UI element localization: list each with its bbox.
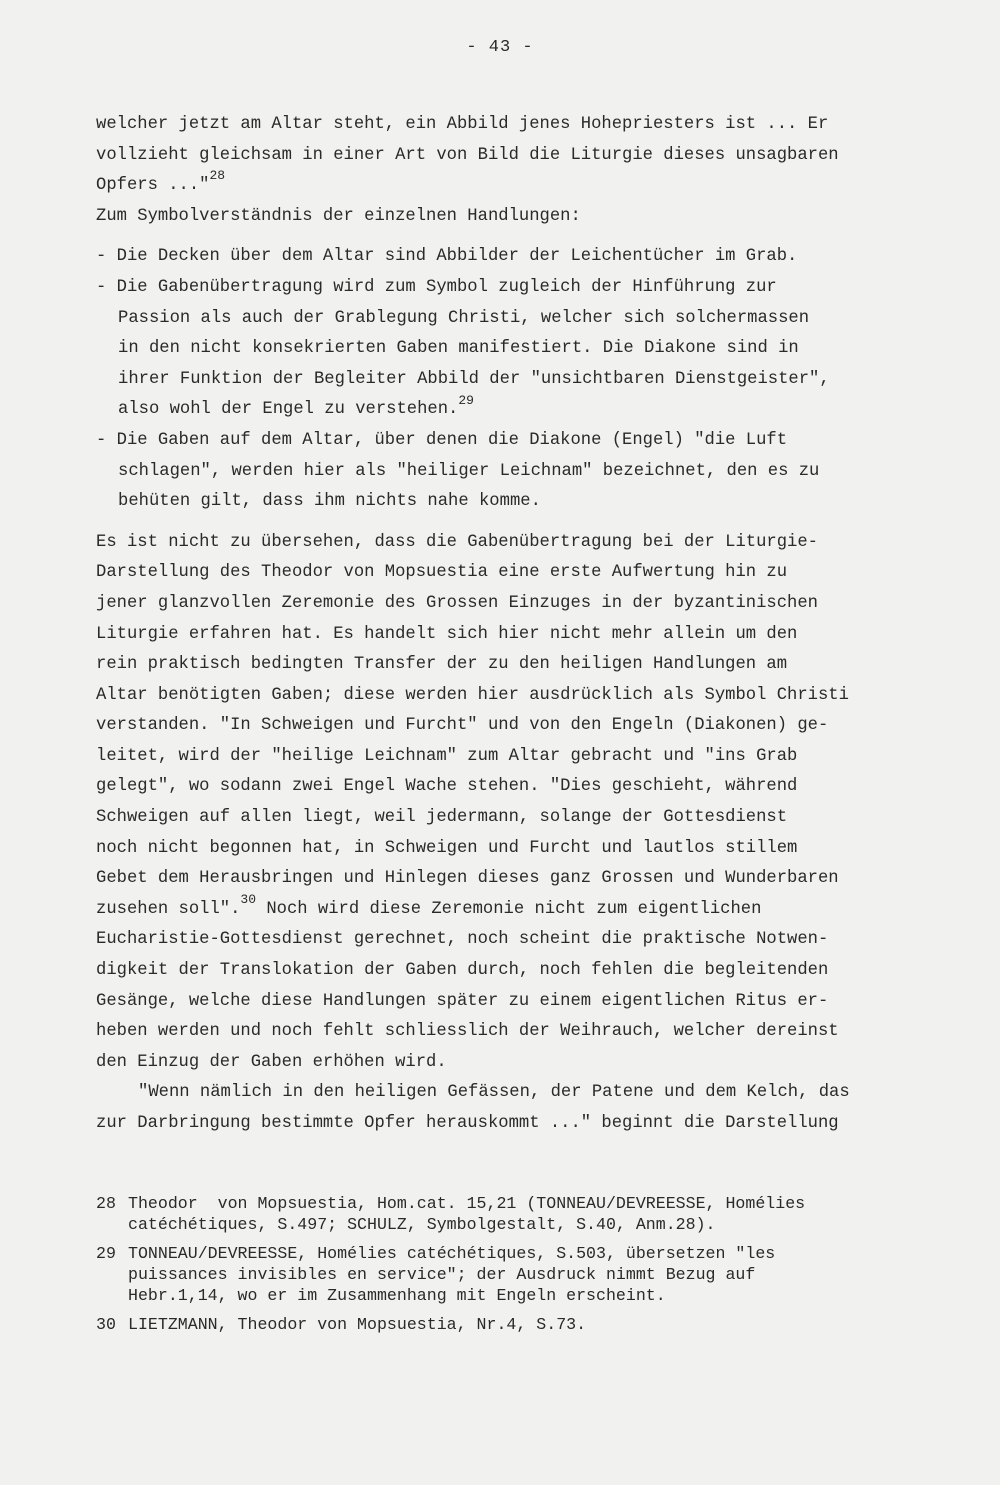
paragraph-line: zur Darbringung bestimmte Opfer herauskommt ..." beginnt die Darstellung (96, 1114, 839, 1133)
paragraph-line: leitet, wird der "heilige Leichnam" zum Altar gebracht und "ins Grab (96, 746, 798, 766)
footnote-line: TONNEAU/DEVREESSE, Homélies catéchétiques, S.503, übersetzen "les (128, 1244, 776, 1263)
footnote-number: 28 (96, 1194, 116, 1213)
list-item-cont: behüten gilt, dass ihm nichts nahe komme. (118, 492, 541, 512)
paragraph-line: Es ist nicht zu übersehen, dass die Gabenübertragung bei der Liturgie- (96, 532, 818, 552)
paragraph-line: verstanden. "In Schweigen und Furcht" und von den Engeln (Diakonen) ge- (96, 716, 829, 736)
paragraph-line: digkeit der Translokation der Gaben durch, noch fehlen die begleitenden (96, 961, 829, 981)
footnote-line: catéchétiques, S.497; SCHULZ, Symbolgestalt, S.40, Anm.28). (128, 1215, 716, 1234)
paragraph-line: Liturgie erfahren hat. Es handelt sich hier nicht mehr allein um den (96, 624, 798, 644)
footnote-number: 29 (96, 1244, 116, 1263)
quote-line: welcher jetzt am Altar steht, ein Abbild jenes Hohepriesters ist ... Er (96, 115, 829, 134)
footnote (96, 1314, 956, 1335)
list-item-cont: in den nicht konsekrierten Gaben manifestiert. Die Diakone sind in (118, 339, 799, 359)
list-item-cont: Passion als auch der Grablegung Christi, welcher sich solchermassen (118, 308, 810, 328)
paragraph-line: Altar benötigten Gaben; diese werden hier ausdrücklich als Symbol Christi (96, 685, 849, 705)
footnote-ref-30: 30 (240, 892, 257, 908)
list-item-cont: schlagen", werden hier als "heiliger Leichnam" bezeichnet, den es zu (118, 461, 820, 481)
paragraph-line: Eucharistie-Gottesdienst gerechnet, noch scheint die praktische Notwen- (96, 930, 829, 950)
paragraph-line: jener glanzvollen Zeremonie des Grossen Einzuges in der byzantinischen (96, 593, 818, 613)
quote-line: vollzieht gleichsam in einer Art von Bild die Liturgie dieses unsagbaren (96, 145, 839, 165)
list-item: - Die Gaben auf dem Altar, über denen die Diakone (Engel) "die Luft (96, 430, 788, 450)
paragraph-line: heben werden und noch fehlt schliesslich der Weihrauch, welcher dereinst (96, 1022, 839, 1042)
footnotes (96, 1193, 956, 1343)
footnote-ref-28: 28 (209, 168, 226, 184)
symbol-heading: Zum Symbolverständnis der einzelnen Handlungen: (96, 206, 581, 226)
footnote (96, 1243, 956, 1306)
footnote-line: Hebr.1,14, wo er im Zusammenhang mit Engeln erscheint. (128, 1286, 666, 1305)
list-item: - Die Decken über dem Altar sind Abbilder der Leichentücher im Grab. (96, 247, 798, 267)
paragraph-line: noch nicht begonnen hat, in Schweigen und Furcht und lautlos stillem (96, 838, 798, 858)
list-item: - Die Gabenübertragung wird zum Symbol zugleich der Hinführung zur (96, 277, 777, 297)
list-item-cont: ihrer Funktion der Begleiter Abbild der "unsichtbaren Dienstgeister", (118, 369, 830, 389)
paragraph-line: rein praktisch bedingten Transfer der zu den heiligen Handlungen am (96, 655, 788, 675)
page-number: - 43 - (466, 38, 534, 57)
paragraph-line: Gebet dem Herausbringen und Hinlegen dieses ganz Grossen und Wunderbaren (96, 869, 839, 889)
paragraph-line: Darstellung des Theodor von Mopsuestia eine erste Aufwertung hin zu (96, 563, 788, 583)
footnote-line: puissances invisibles en service"; der Ausdruck nimmt Bezug auf (128, 1265, 756, 1284)
footnote-number: 30 (96, 1315, 116, 1334)
quote-line-end: Opfers ..."$^{28}$ (96, 168, 226, 196)
footnote (96, 1193, 956, 1235)
paragraph-line: gelegt", wo sodann zwei Engel Wache stehen. "Dies geschieht, während (96, 777, 798, 797)
footnote-line: LIETZMANN, Theodor von Mopsuestia, Nr.4, S.73. (128, 1315, 587, 1334)
footnote-ref-29: 29 (458, 392, 474, 408)
paragraph-line: Gesänge, welche diese Handlungen später zu einem eigentlichen Ritus er- (96, 991, 829, 1011)
paragraph-line: "Wenn nämlich in den heiligen Gefässen, der Patene und dem Kelch, das (138, 1083, 850, 1103)
list-item-cont: also wohl der Engel zu verstehen.$^{29}$ (118, 392, 474, 420)
paragraph-line: den Einzug der Gaben erhöhen wird. (96, 1052, 447, 1072)
paragraph-line: Schweigen auf allen liegt, weil jedermann, solange der Gottesdienst (96, 808, 788, 828)
paragraph-line: zusehen soll".$^{30}$ Noch wird diese Zeremonie nicht zum eigentlichen (96, 892, 762, 919)
footnote-line: Theodor von Mopsuestia, Hom.cat. 15,21 (TONNEAU/DEVREESSE, Homélies (128, 1194, 806, 1213)
body-text (96, 110, 936, 1140)
